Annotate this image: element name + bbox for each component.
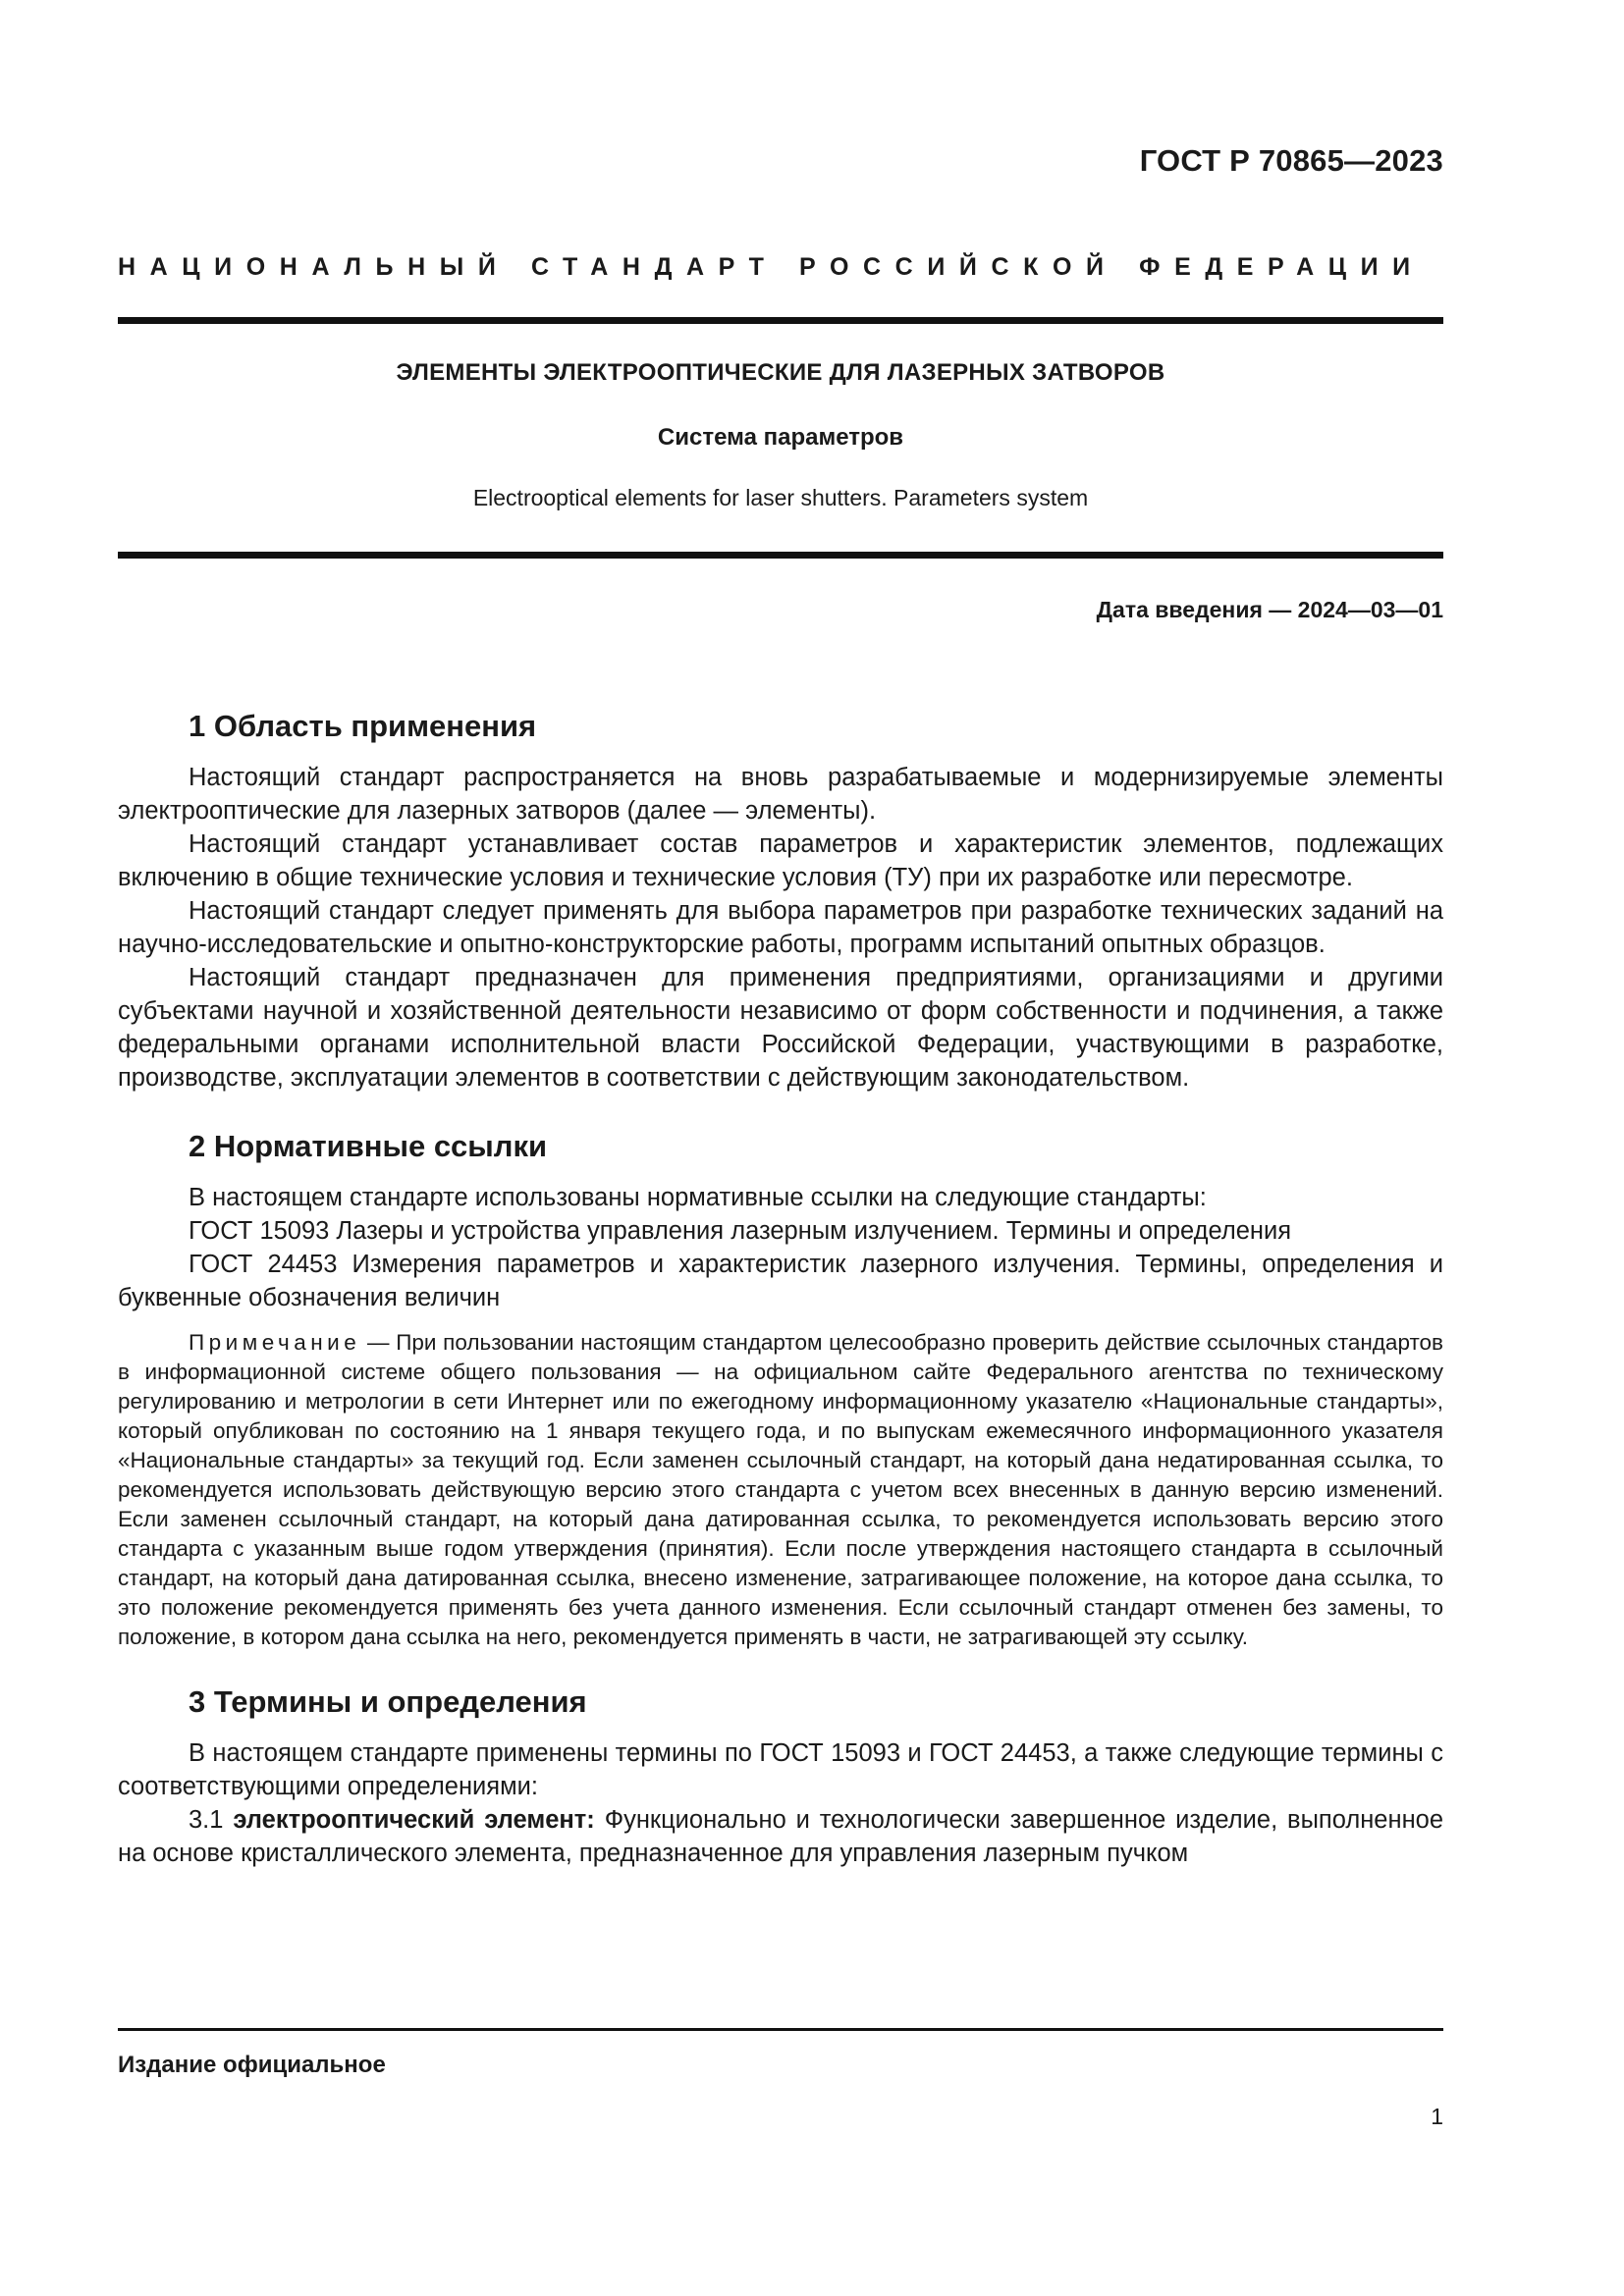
section-2-heading: 2 Нормативные ссылки [189, 1129, 548, 1163]
top-rule [118, 317, 1443, 324]
term-definition [118, 1803, 1443, 1870]
document-id: ГОСТ Р 70865—2023 [1139, 143, 1443, 178]
term-name: электрооптический элемент: [233, 1806, 595, 1834]
footer-rule [118, 2028, 1443, 2031]
section-1-paragraph: Настоящий стандарт предназначен для применения предприятиями, организациями и другими субъектами научной и хозяйственной деятельности независимо от форм собственности и подчинения, а также федеральными органами исполнительной власти Российской Федерации, участвующими в разработке, производстве, эксплуатации элементов в соответствии с действующим законодательством. [118, 964, 1443, 1092]
note-text: — При пользовании настоящим стандартом целесообразно проверить действие ссылочных стандартов в информационной системе общего пользования — на официальном сайте Федерального агентства по техническому регулированию и метрологии в сети Интернет или по ежегодному информационному указателю «Национальные стандарты», который опубликован по состоянию на 1 января текущего года, и по выпускам ежемесячного информационного указателя «Национальные стандарты» за текущий год. Если заменен ссылочный стандарт, на который дана недатированная ссылка, то рекомендуется использовать действующую версию этого стандарта с учетом всех внесенных в данную версию изменений. Если заменен ссылочный стандарт, на который дана датированная ссылка, то рекомендуется использовать версию этого стандарта с указанным выше годом утверждения (принятия). Если после утверждения настоящего стандарта в ссылочный стандарт, на который дана датированная ссылка, внесено изменение, затрагивающее положение, на которое дана ссылка, то это положение рекомендуется применять без учета данного изменения. Если ссылочный стандарт отменен без замены, то положение, в котором дана ссылка на него, рекомендуется применять в части, не затрагивающей эту ссылку. [118, 1330, 1443, 1649]
official-edition-label: Издание официальное [118, 2052, 386, 2078]
title-rule [118, 552, 1443, 559]
section-1-paragraph: Настоящий стандарт распространяется на вновь разрабатываемые и модернизируемые элементы электрооптические для лазерных затворов (далее — элементы). [118, 764, 1443, 825]
section-1-paragraph: Настоящий стандарт устанавливает состав параметров и характеристик элементов, подлежащих включению в общие технические условия и технические условия (ТУ) при их разработке или пересмотре. [118, 830, 1443, 891]
normative-reference: ГОСТ 24453 Измерения параметров и характеристик лазерного излучения. Термины, определения и буквенные обозначения величин [118, 1251, 1443, 1311]
term-text: Функционально и технологически завершенное изделие, выполненное на основе кристаллического элемента, предназначенное для управления лазерным пучком [118, 1806, 1444, 1867]
section-1-paragraph: Настоящий стандарт следует применять для выбора параметров при разработке технических заданий на научно-исследовательские и опытно-конструкторские работы, программ испытаний опытных образцов. [118, 897, 1443, 958]
national-standard-banner: НАЦИОНАЛЬНЫЙ СТАНДАРТ РОССИЙСКОЙ ФЕДЕРАЦИИ [118, 253, 1425, 281]
document-subtitle: Система параметров [657, 424, 904, 451]
section-3-heading: 3 Термины и определения [189, 1684, 587, 1719]
note-paragraph [118, 1328, 1443, 1652]
document-body [118, 702, 1443, 1870]
introduction-date: Дата введения — 2024—03—01 [1096, 597, 1443, 622]
section-3-intro: В настоящем стандарте применены термины по ГОСТ 15093 и ГОСТ 24453, а также следующие термины с соответствующими определениями: [118, 1739, 1443, 1800]
section-2-paragraph: В настоящем стандарте использованы нормативные ссылки на следующие стандарты: [189, 1184, 1207, 1211]
section-1-heading: 1 Область применения [189, 709, 537, 743]
normative-reference: ГОСТ 15093 Лазеры и устройства управления лазерным излучением. Термины и определения [189, 1217, 1292, 1245]
page-number: 1 [1431, 2104, 1443, 2129]
term-number: 3.1 [189, 1806, 224, 1834]
document-title: ЭЛЕМЕНТЫ ЭЛЕКТРООПТИЧЕСКИЕ ДЛЯ ЛАЗЕРНЫХ ЗАТВОРОВ [396, 359, 1165, 386]
english-title: Electrooptical elements for laser shutters. Parameters system [472, 485, 1089, 510]
note-label: Примечание [189, 1330, 361, 1355]
